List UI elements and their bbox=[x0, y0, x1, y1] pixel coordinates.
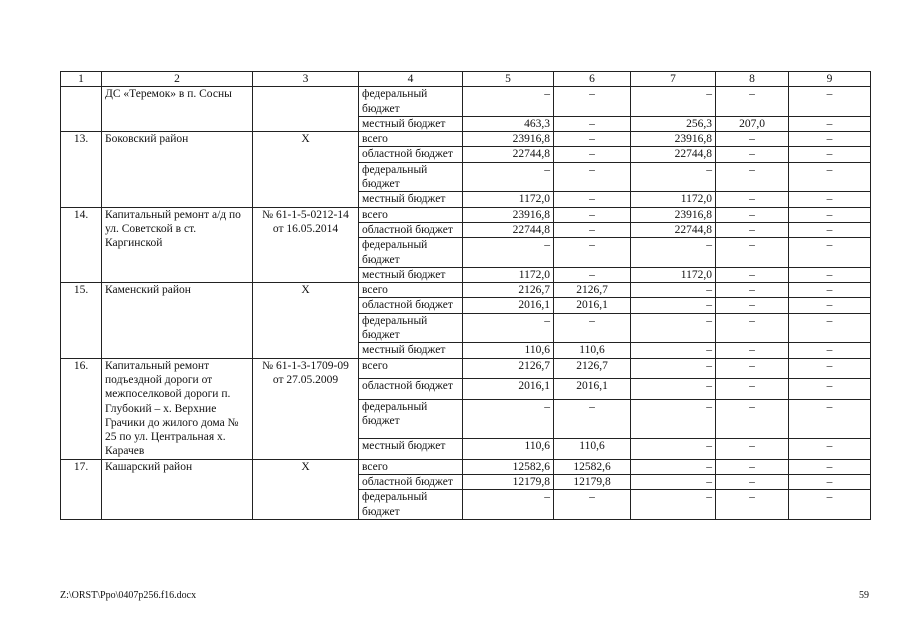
value-col8: – bbox=[716, 87, 789, 117]
funding-source: федеральный бюджет bbox=[359, 490, 463, 520]
table-row bbox=[61, 87, 871, 117]
value-col6: 110,6 bbox=[554, 343, 631, 358]
value-col7: – bbox=[631, 459, 716, 474]
value-col8: – bbox=[716, 207, 789, 222]
funding-source: федеральный бюджет bbox=[359, 162, 463, 192]
budget-table bbox=[60, 71, 871, 520]
value-col5: – bbox=[463, 399, 554, 439]
value-col5: 2016,1 bbox=[463, 298, 554, 313]
value-col9: – bbox=[789, 192, 871, 207]
value-col5: – bbox=[463, 162, 554, 192]
value-col8: – bbox=[716, 399, 789, 439]
header-cell: 1 bbox=[61, 72, 102, 87]
row-number: 16. bbox=[61, 358, 102, 459]
value-col8: – bbox=[716, 379, 789, 399]
value-col6: 2016,1 bbox=[554, 298, 631, 313]
value-col7: – bbox=[631, 313, 716, 343]
value-col5: 12179,8 bbox=[463, 475, 554, 490]
value-col5: 1172,0 bbox=[463, 267, 554, 282]
value-col6: 2016,1 bbox=[554, 379, 631, 399]
funding-source: областной бюджет bbox=[359, 379, 463, 399]
object-name: Боковский район bbox=[102, 132, 253, 207]
value-col5: 22744,8 bbox=[463, 147, 554, 162]
value-col6: – bbox=[554, 87, 631, 117]
table-row bbox=[61, 283, 871, 298]
funding-source: местный бюджет bbox=[359, 116, 463, 131]
header-cell: 6 bbox=[554, 72, 631, 87]
value-col8: – bbox=[716, 358, 789, 378]
value-col5: – bbox=[463, 313, 554, 343]
value-col8: – bbox=[716, 192, 789, 207]
document-ref: Х bbox=[253, 132, 359, 207]
funding-source: всего bbox=[359, 207, 463, 222]
value-col8: – bbox=[716, 439, 789, 460]
document-ref bbox=[253, 87, 359, 132]
funding-source: областной бюджет bbox=[359, 475, 463, 490]
table-row bbox=[61, 132, 871, 147]
value-col9: – bbox=[789, 207, 871, 222]
value-col6: 2126,7 bbox=[554, 283, 631, 298]
value-col5: 2016,1 bbox=[463, 379, 554, 399]
funding-source: федеральный бюджет bbox=[359, 87, 463, 117]
value-col6: – bbox=[554, 192, 631, 207]
value-col5: – bbox=[463, 490, 554, 520]
value-col9: – bbox=[789, 399, 871, 439]
value-col5: 12582,6 bbox=[463, 459, 554, 474]
value-col9: – bbox=[789, 147, 871, 162]
value-col7: – bbox=[631, 399, 716, 439]
funding-source: местный бюджет bbox=[359, 267, 463, 282]
value-col6: 12179,8 bbox=[554, 475, 631, 490]
value-col9: – bbox=[789, 490, 871, 520]
value-col6: – bbox=[554, 147, 631, 162]
value-col7: – bbox=[631, 87, 716, 117]
value-col8: – bbox=[716, 267, 789, 282]
value-col6: 12582,6 bbox=[554, 459, 631, 474]
header-cell: 8 bbox=[716, 72, 789, 87]
value-col9: – bbox=[789, 459, 871, 474]
row-number: 14. bbox=[61, 207, 102, 282]
value-col9: – bbox=[789, 439, 871, 460]
value-col7: 22744,8 bbox=[631, 147, 716, 162]
value-col5: 2126,7 bbox=[463, 358, 554, 378]
value-col8: – bbox=[716, 162, 789, 192]
object-name: ДС «Теремок» в п. Сосны bbox=[102, 87, 253, 132]
value-col6: – bbox=[554, 313, 631, 343]
value-col9: – bbox=[789, 313, 871, 343]
value-col7: – bbox=[631, 238, 716, 268]
funding-source: областной бюджет bbox=[359, 222, 463, 237]
value-col7: – bbox=[631, 343, 716, 358]
value-col9: – bbox=[789, 298, 871, 313]
header-cell: 9 bbox=[789, 72, 871, 87]
header-cell: 7 bbox=[631, 72, 716, 87]
value-col6: – bbox=[554, 132, 631, 147]
value-col6: – bbox=[554, 162, 631, 192]
value-col5: 23916,8 bbox=[463, 132, 554, 147]
value-col9: – bbox=[789, 238, 871, 268]
value-col8: – bbox=[716, 132, 789, 147]
value-col7: 256,3 bbox=[631, 116, 716, 131]
value-col7: – bbox=[631, 358, 716, 378]
value-col6: – bbox=[554, 490, 631, 520]
object-name: Кашарский район bbox=[102, 459, 253, 519]
funding-source: всего bbox=[359, 283, 463, 298]
value-col6: – bbox=[554, 222, 631, 237]
value-col6: – bbox=[554, 116, 631, 131]
value-col7: 22744,8 bbox=[631, 222, 716, 237]
value-col8: 207,0 bbox=[716, 116, 789, 131]
value-col9: – bbox=[789, 379, 871, 399]
footer-page-number: 59 bbox=[859, 590, 869, 601]
value-col7: 23916,8 bbox=[631, 132, 716, 147]
value-col8: – bbox=[716, 222, 789, 237]
value-col5: – bbox=[463, 87, 554, 117]
value-col6: 2126,7 bbox=[554, 358, 631, 378]
value-col7: 23916,8 bbox=[631, 207, 716, 222]
table-row bbox=[61, 358, 871, 378]
value-col5: – bbox=[463, 238, 554, 268]
value-col9: – bbox=[789, 116, 871, 131]
funding-source: всего bbox=[359, 358, 463, 378]
header-cell: 2 bbox=[102, 72, 253, 87]
table-row bbox=[61, 459, 871, 474]
header-row bbox=[61, 72, 871, 87]
footer-file-path: Z:\ORST\Ppo\0407p256.f16.docx bbox=[60, 590, 197, 601]
value-col5: 2126,7 bbox=[463, 283, 554, 298]
value-col7: – bbox=[631, 475, 716, 490]
header-cell: 4 bbox=[359, 72, 463, 87]
object-name: Капитальный ремонт подъездной дороги от межпоселковой дороги п. Глубокий – х. Верхние Грачики до жилого дома № 25 по ул. Центральная х. Карачев bbox=[102, 358, 253, 459]
value-col8: – bbox=[716, 459, 789, 474]
funding-source: областной бюджет bbox=[359, 298, 463, 313]
value-col9: – bbox=[789, 267, 871, 282]
funding-source: всего bbox=[359, 132, 463, 147]
value-col5: 23916,8 bbox=[463, 207, 554, 222]
value-col5: 110,6 bbox=[463, 343, 554, 358]
table-row bbox=[61, 207, 871, 222]
value-col7: – bbox=[631, 162, 716, 192]
value-col6: – bbox=[554, 267, 631, 282]
value-col8: – bbox=[716, 475, 789, 490]
row-number bbox=[61, 87, 102, 132]
header-cell: 3 bbox=[253, 72, 359, 87]
funding-source: местный бюджет bbox=[359, 192, 463, 207]
value-col8: – bbox=[716, 298, 789, 313]
value-col7: 1172,0 bbox=[631, 192, 716, 207]
object-name: Каменский район bbox=[102, 283, 253, 358]
funding-source: местный бюджет bbox=[359, 439, 463, 460]
value-col9: – bbox=[789, 475, 871, 490]
funding-source: федеральный бюджет bbox=[359, 238, 463, 268]
value-col8: – bbox=[716, 238, 789, 268]
document-ref: Х bbox=[253, 459, 359, 519]
value-col7: 1172,0 bbox=[631, 267, 716, 282]
value-col9: – bbox=[789, 222, 871, 237]
value-col9: – bbox=[789, 132, 871, 147]
object-name: Капитальный ремонт а/д по ул. Советской в ст. Каргинской bbox=[102, 207, 253, 282]
document-ref: № 61-1-3-1709-09 от 27.05.2009 bbox=[253, 358, 359, 459]
row-number: 17. bbox=[61, 459, 102, 519]
value-col6: – bbox=[554, 238, 631, 268]
funding-source: федеральный бюджет bbox=[359, 313, 463, 343]
value-col7: – bbox=[631, 298, 716, 313]
value-col8: – bbox=[716, 147, 789, 162]
value-col9: – bbox=[789, 283, 871, 298]
value-col5: 463,3 bbox=[463, 116, 554, 131]
document-ref: Х bbox=[253, 283, 359, 358]
row-number: 13. bbox=[61, 132, 102, 207]
value-col9: – bbox=[789, 162, 871, 192]
value-col9: – bbox=[789, 87, 871, 117]
value-col7: – bbox=[631, 439, 716, 460]
funding-source: местный бюджет bbox=[359, 343, 463, 358]
funding-source: областной бюджет bbox=[359, 147, 463, 162]
value-col7: – bbox=[631, 283, 716, 298]
value-col7: – bbox=[631, 379, 716, 399]
value-col5: 22744,8 bbox=[463, 222, 554, 237]
value-col7: – bbox=[631, 490, 716, 520]
funding-source: всего bbox=[359, 459, 463, 474]
row-number: 15. bbox=[61, 283, 102, 358]
value-col8: – bbox=[716, 283, 789, 298]
value-col6: – bbox=[554, 399, 631, 439]
value-col5: 110,6 bbox=[463, 439, 554, 460]
value-col8: – bbox=[716, 343, 789, 358]
header-cell: 5 bbox=[463, 72, 554, 87]
funding-source: федеральный бюджет bbox=[359, 399, 463, 439]
value-col9: – bbox=[789, 358, 871, 378]
value-col8: – bbox=[716, 490, 789, 520]
value-col6: – bbox=[554, 207, 631, 222]
value-col9: – bbox=[789, 343, 871, 358]
value-col8: – bbox=[716, 313, 789, 343]
value-col5: 1172,0 bbox=[463, 192, 554, 207]
value-col6: 110,6 bbox=[554, 439, 631, 460]
document-ref: № 61-1-5-0212-14 от 16.05.2014 bbox=[253, 207, 359, 282]
